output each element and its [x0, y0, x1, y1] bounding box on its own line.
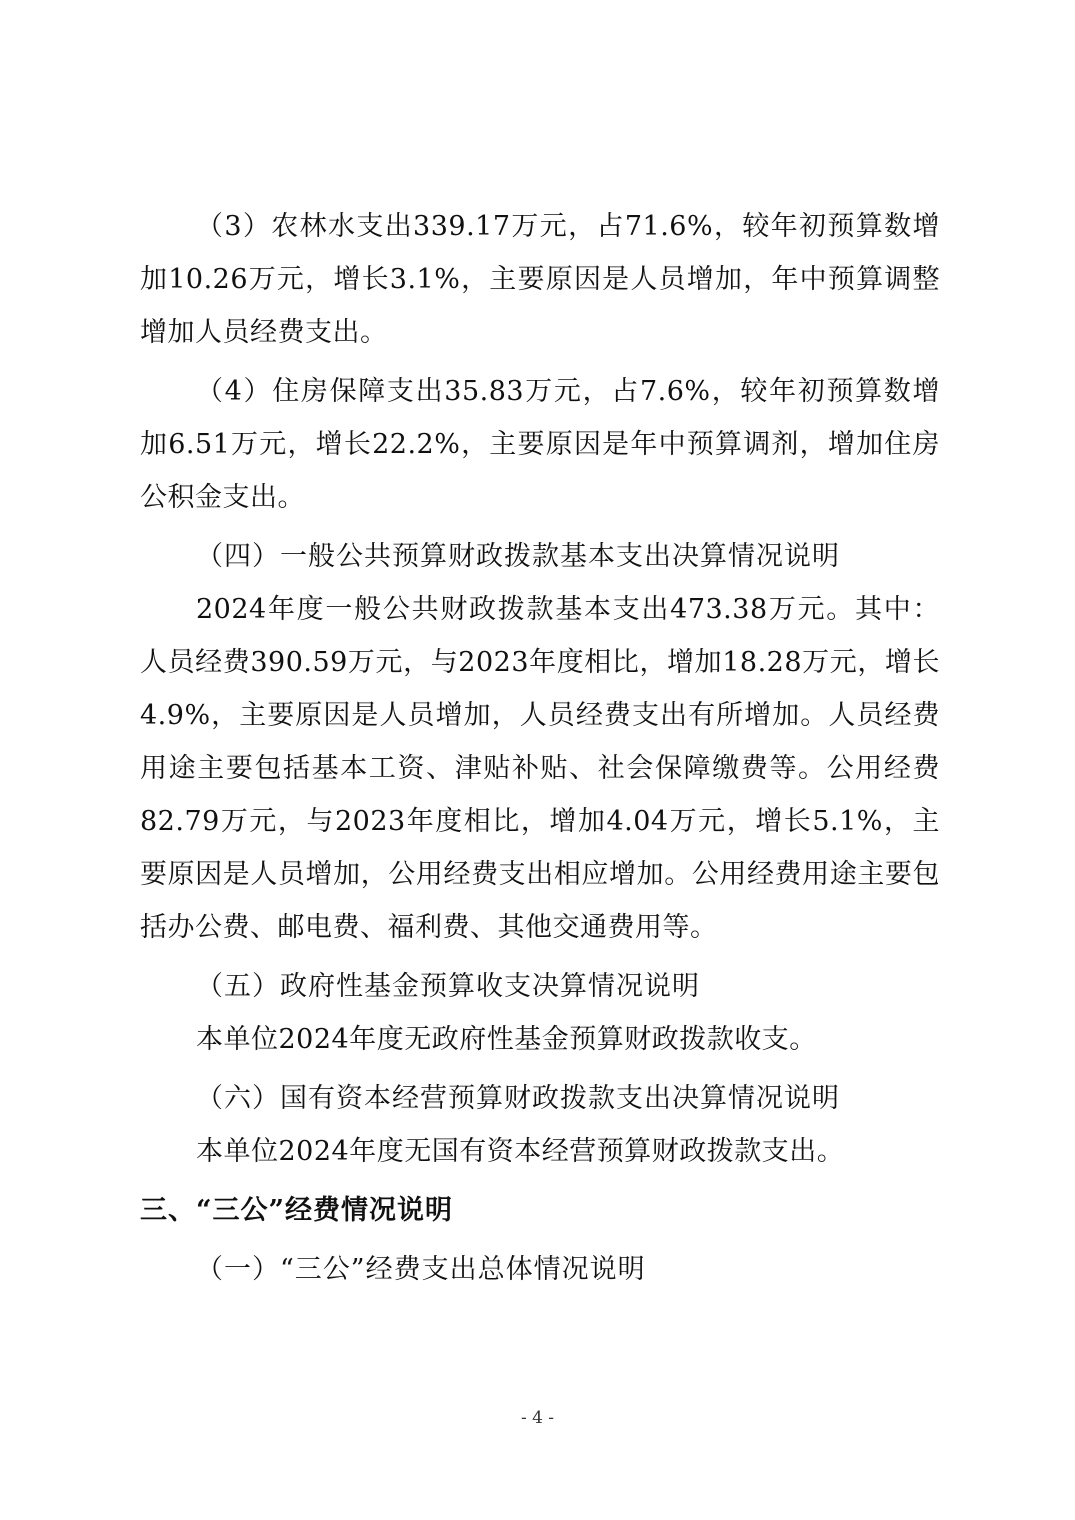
- heading-state-capital: （六）国有资本经营预算财政拨款支出决算情况说明: [196, 1083, 840, 1114]
- heading-basic-expenditure: （四）一般公共预算财政拨款基本支出决算情况说明: [196, 541, 840, 572]
- paragraph-basic-expenditure: 2024年度一般公共财政拨款基本支出473.38万元。其中：人员经费390.59万元，与2023年度相比，增加18.28万元，增长4.9%，主要原因是人员增加，人员经费支出有所增加。人员经费用途主要包括基本工资、津贴补贴、社会保障缴费等。公用经费82.79万元，与2023年度相比，增加4.04万元，增长5.1%，主要原因是人员增加，公用经费支出相应增加。公用经费用途主要包括办公费、邮电费、福利费、其他交通费用等。: [140, 594, 940, 943]
- paragraph-government-fund: 本单位2024年度无政府性基金预算财政拨款收支。: [196, 1024, 817, 1055]
- heading-government-fund: （五）政府性基金预算收支决算情况说明: [196, 971, 700, 1002]
- paragraph-housing-expenditure: （4）住房保障支出35.83万元，占7.6%，较年初预算数增加6.51万元，增长22.2%，主要原因是年中预算调剂，增加住房公积金支出。: [140, 376, 940, 513]
- section-title-three-public: 三、“三公”经费情况说明: [140, 1195, 454, 1226]
- document-body: [140, 200, 940, 1296]
- paragraph-state-capital: 本单位2024年度无国有资本经营预算财政拨款支出。: [196, 1136, 845, 1167]
- paragraph-agriculture-expenditure: （3）农林水支出339.17万元，占71.6%，较年初预算数增加10.26万元，增长3.1%，主要原因是人员增加，年中预算调整增加人员经费支出。: [140, 211, 940, 348]
- page-number: - 4 -: [520, 1408, 555, 1428]
- heading-three-public-overview: （一）“三公”经费支出总体情况说明: [196, 1254, 646, 1285]
